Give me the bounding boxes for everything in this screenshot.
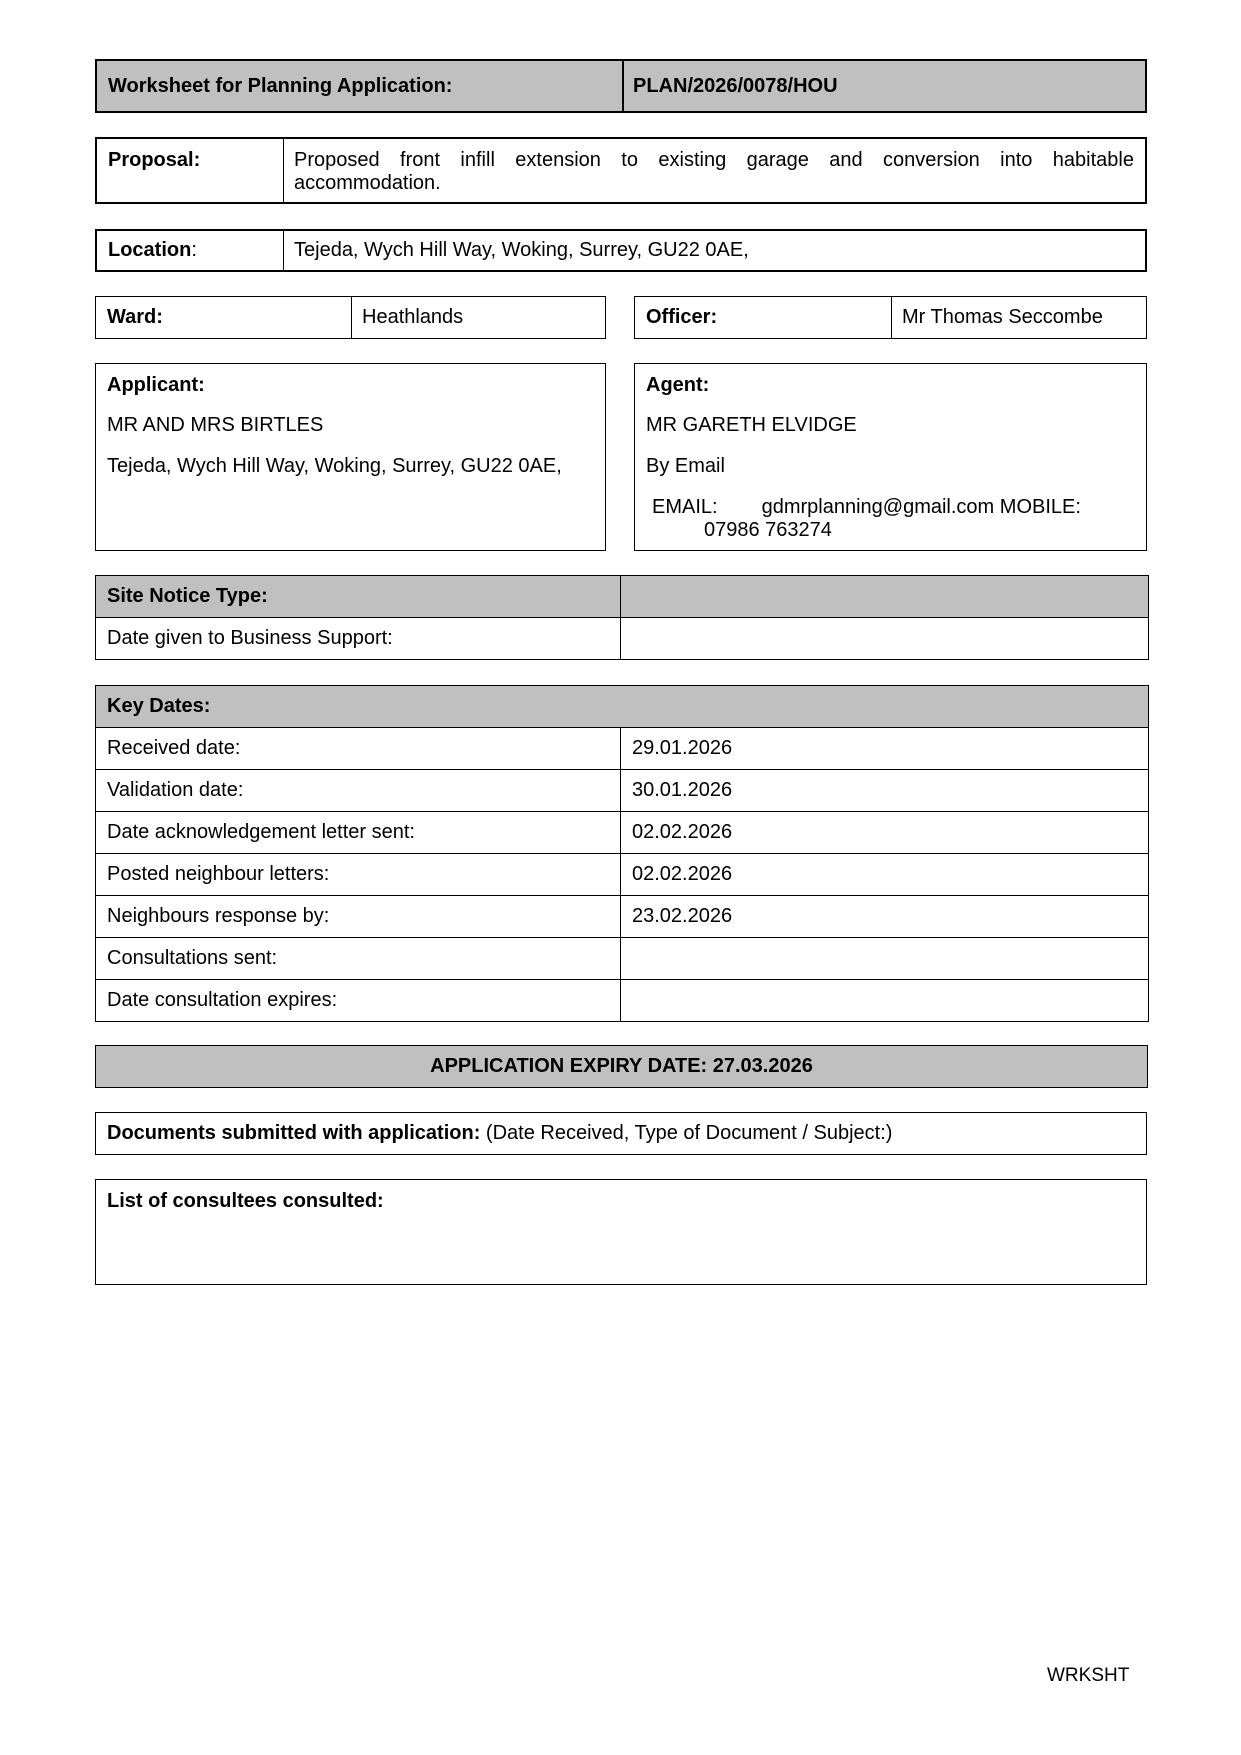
key-date-label: Date acknowledgement letter sent: [96,812,621,854]
business-support-label: Date given to Business Support: [96,618,621,660]
location-label: Location : [108,239,197,261]
key-date-label: Validation date: [96,770,621,812]
key-date-value [621,980,1149,1022]
applicant-label: Applicant: [107,374,205,396]
key-date-value [621,938,1149,980]
key-date-row [96,980,1149,1022]
site-notice-type-label: Site Notice Type: [96,576,621,618]
officer-box [634,296,1147,339]
officer-label: Officer: [646,306,718,328]
documents-content [96,1113,1146,1154]
key-date-value: 02.02.2026 [621,812,1149,854]
applicant-name: MR AND MRS BIRTLES [107,414,324,436]
key-date-row [96,728,1149,770]
agent-contact-method: By Email [646,455,725,477]
officer-value: Mr Thomas Seccombe [902,306,1103,328]
documents-label: Documents submitted with application: [107,1122,481,1144]
ward-label: Ward: [107,306,163,328]
site-notice-type-value [621,576,1149,618]
proposal-text: Proposed front infill extension to existing garage and conversion into habitable accommodation. [294,149,1134,194]
ward-box [95,296,606,339]
key-date-row [96,896,1149,938]
applicant-address: Tejeda, Wych Hill Way, Woking, Surrey, GU22 0AE, [107,455,562,477]
proposal-box [95,137,1147,204]
proposal-label: Proposal: [108,149,201,171]
agent-mobile-label: MOBILE: [999,496,1081,518]
business-support-row [96,618,1149,660]
documents-box [95,1112,1147,1155]
location-text: Tejeda, Wych Hill Way, Woking, Surrey, GU22 0AE, [294,239,749,261]
expiry-banner [95,1045,1148,1088]
expiry-text: APPLICATION EXPIRY DATE: 27.03.2026 [430,1055,813,1077]
key-dates-table [95,685,1149,1022]
agent-label: Agent: [646,374,710,396]
consultees-box [95,1179,1147,1285]
ward-value: Heathlands [362,306,464,328]
key-date-value: 23.02.2026 [621,896,1149,938]
documents-note: (Date Received, Type of Document / Subject:) [485,1122,893,1144]
key-date-label: Received date: [96,728,621,770]
agent-contact-details [652,496,1132,542]
applicant-box [95,363,606,551]
key-date-label: Posted neighbour letters: [96,854,621,896]
agent-box [634,363,1147,551]
key-date-value: 30.01.2026 [621,770,1149,812]
key-date-value: 29.01.2026 [621,728,1149,770]
footer-code: WRKSHT [1047,1665,1130,1686]
agent-email: gdmrplanning@gmail.com [761,496,995,518]
key-date-row [96,770,1149,812]
worksheet-title: Worksheet for Planning Application: [108,74,453,97]
key-date-label: Neighbours response by: [96,896,621,938]
site-notice-row [96,576,1149,618]
key-date-row [96,812,1149,854]
consultees-label: List of consultees consulted: [107,1190,384,1212]
key-date-row [96,938,1149,980]
key-date-value: 02.02.2026 [621,854,1149,896]
key-dates-header [96,686,1149,728]
agent-mobile: 07986 763274 [704,519,832,541]
agent-name: MR GARETH ELVIDGE [646,414,857,436]
business-support-value [621,618,1149,660]
site-notice-table [95,575,1149,660]
key-dates-title: Key Dates: [96,686,1149,728]
key-date-label: Date consultation expires: [96,980,621,1022]
agent-email-label: EMAIL: [652,496,718,518]
worksheet-header [95,59,1147,113]
key-date-label: Consultations sent: [96,938,621,980]
application-reference: PLAN/2026/0078/HOU [633,74,838,97]
location-box [95,229,1147,272]
key-date-row [96,854,1149,896]
